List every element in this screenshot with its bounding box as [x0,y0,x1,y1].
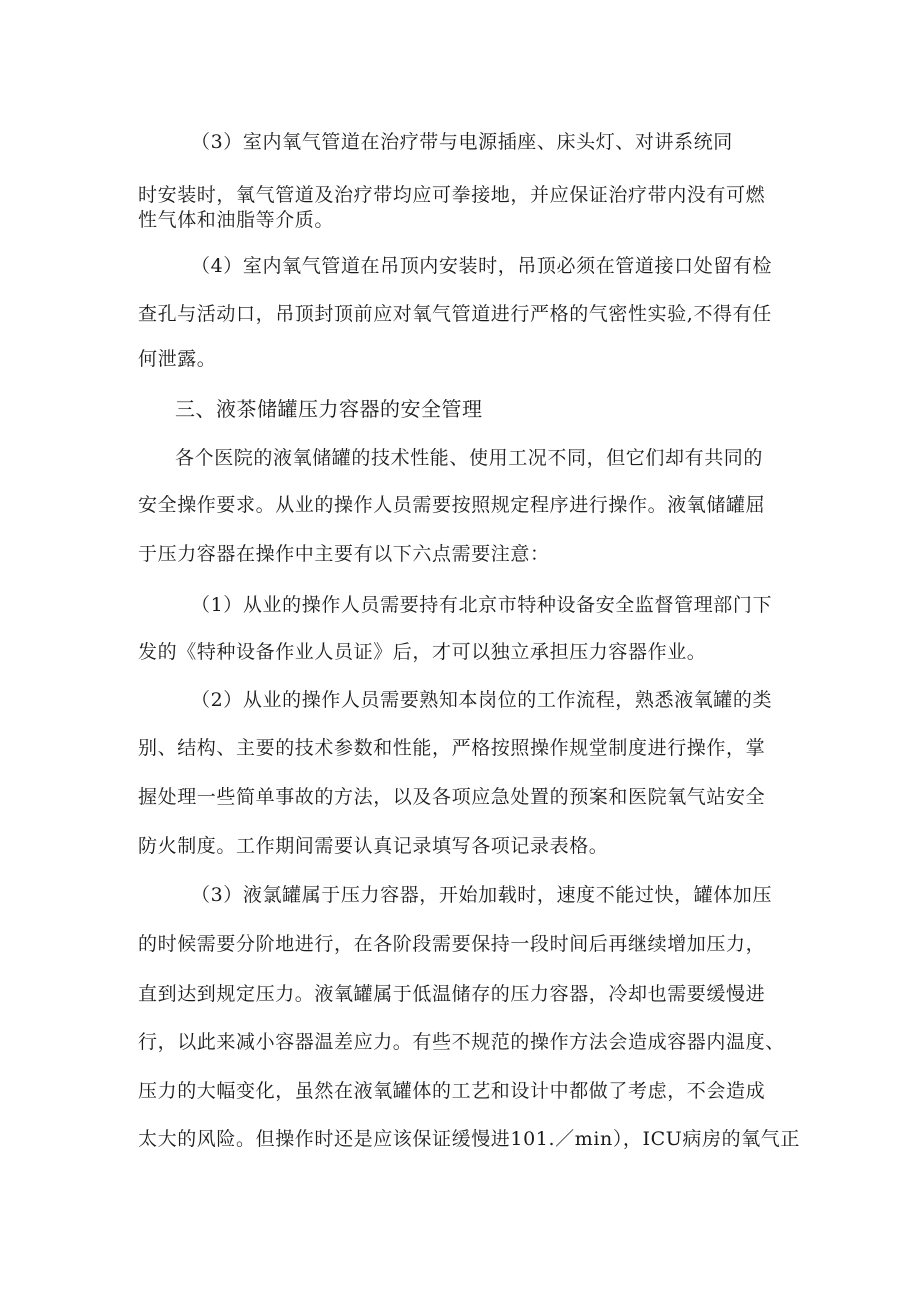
section-heading: 三、液茶储罐压力容器的安全管理 [175,397,483,421]
paragraph-3-line-2: 安全操作要求。从业的操作人员需要按照规定程序进行操作。液氧储罐屈 [138,494,766,516]
paragraph-6-line-6: 太大的风险。但操作时还是应该保证缓慢进101.／min），ICU病房的氧气正 [138,1128,800,1150]
paragraph-1-line-1: （3）室内氧气管道在治疗带与电源插座、床头灯、对讲系统同 [191,131,733,153]
paragraph-1-line-2: 时安装时，氧气管道及治疗带均应可拳接地，并应保证治疗带内没有可燃 [138,184,766,206]
paragraph-6-line-4: 行，以此来减小容器温差应力。有些不规范的操作方法会造成容器内温度、 [138,1031,785,1053]
paragraph-5-line-1: （2）从业的操作人员需要熟知本岗位的工作流程，熟悉液氧罐的类 [191,689,773,711]
paragraph-6-line-3: 直到达到规定压力。液氧罐属于低温储存的压力容器，冷却也需要缓慢进 [138,983,766,1005]
paragraph-2-line-2: 查孔与活动口，吊顶封顶前应对氧气管道进行严格的气密性实验,不得有任 [138,303,772,325]
paragraph-3-line-1: 各个医院的液氧储罐的技术性能、使用工况不同，但它们却有共同的 [175,447,764,469]
paragraph-5-line-2: 别、结构、主要的技术参数和性能，严格按照操作规堂制度进行操作，掌 [138,737,766,759]
paragraph-6-line-5: 压力的大幅变化，虽然在液氧罐体的工艺和设计中都做了考虑，不会造成 [138,1080,766,1102]
paragraph-3-line-3: 于压力容器在操作中主要有以下六点需要注意： [138,543,550,565]
paragraph-6-line-2: 的时候需要分阶地进行，在各阶段需要保持一段时间后再继续增加压力， [138,933,766,955]
paragraph-4-line-1: （1）从业的操作人员需要持有北京市特种设备安全监督管理部门下 [191,594,773,616]
paragraph-2-line-3: 何泄露。 [138,348,217,370]
paragraph-5-line-3: 握处理一些简单事故的方法，以及各项应急处置的预案和医院氧气站安全 [138,786,766,808]
paragraph-4-line-2: 发的《特种设备作业人员证》后，才可以独立承担压力容器作业。 [138,641,707,663]
paragraph-1-line-3: 性气体和油脂等介质。 [138,209,335,231]
paragraph-6-line-1: （3）液氯罐属于压力容器，开始加载时，速度不能过快，罐体加压 [191,884,773,906]
paragraph-5-line-4: 防火制度。工作期间需要认真记录填写各项记录表格。 [138,835,609,857]
paragraph-2-line-1: （4）室内氧气管道在吊顶内安装时，吊顶必须在管道接口处留有检 [191,255,773,277]
